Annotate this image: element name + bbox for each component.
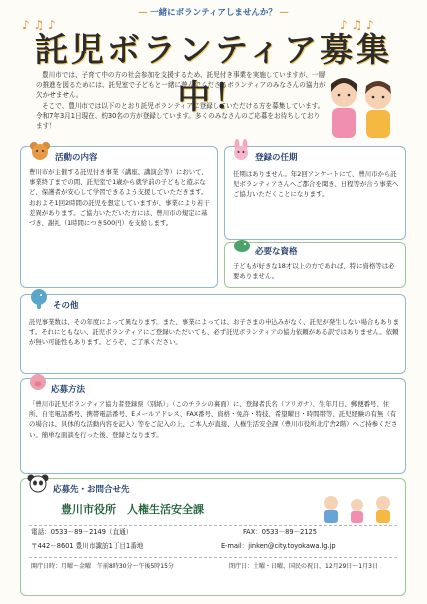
divider [29,557,397,558]
bird-icon [233,237,251,253]
apply-section [20,378,406,474]
activity-heading: 活動の内容 [55,153,98,163]
contact-heading: 応募先・お問合せ先 [53,485,130,495]
other-body: 託児事業数は、その年度によって異なります。また、事業によっては、お子さまの申込みがなく、託児が発生しない場合もあります。それにともない、託児ボランティアにご登録いただいても、必ず託児ボランティアの協力依頼がある訳ではありません。依頼が無い可能性もあります。どうぞ、ご了承ください。 [29,318,400,347]
contact-open-days: 開庁日時：月曜～金曜 午前8時30分～午後5時15分 [31,563,174,570]
term-section [224,146,406,240]
contact-closed-days: 閉庁日：土曜・日曜、国民の祝日、12月29日～1月3日 [229,563,378,570]
contact-fax: FAX：0533－89－2125 [243,528,317,536]
apply-heading: 応募方法 [51,385,86,395]
children-illustration [318,70,402,142]
music-notes-icon: ♪ ♫ ♪ [340,18,374,32]
other-heading: その他 [53,301,79,311]
qualification-body: 子どもが好きな18才以上の方であれば、特に資格等は必要ありません。 [233,262,395,281]
tagline-text: 一緒にボランティアしませんか？ [150,8,277,18]
intro-text [36,70,326,131]
intro-paragraph-1: 豊川市では、子育て中の方の社会参加を支援するため、託児付き事業を実施していますが、一層の推進を図るためには、託児室で子どもと一緒に遊んでくださるボランティアのみなさんの協力が欠かせません。 [36,71,326,100]
apply-body: 「豊川市託児ボランティア協力者登録票（別紙）」（このチラシの裏面）に、登録者氏名（フリガナ）、生年月日、郵便番号、住所、自宅電話番号、携帯電話番号、Eメールアドレス、FAX番号、資格・免許・特技、希望曜日・時間帯等、託児経験の有無（有の場合は、具体的な活動内容を記入）等をご記入の上、ご本人が直接、人権生活安全課（豊川市役所北庁舎2階）へご持参ください。簡単な面談を行った後、登録となります。 [29,400,398,439]
qualification-section [224,242,406,288]
activity-body: 豊川市が主催する託児付き事業（講座、講演会等）において、事業終了までの間、託児室で1歳から就学前の子どもと遊ぶなど、保護者が安心して学習できるよう支援していただきます。おおよそ1回2時間の託児を想定していますが、事業により若干差異があります。ご協力いただいた方には、豊川市の規定に基づき、謝礼（1時間につき500円）を支給します。 [29,168,210,228]
page-title: 託児ボランティア募集中！ [34,30,393,116]
family-illustration [317,493,399,523]
tagline: ― 一緒にボランティアしませんか？ ― [138,8,289,18]
music-notes-icon: ♪ ♫ ♪ [22,18,56,32]
contact-address: 〒442－8601 豊川市諏訪1丁目1番地 [31,542,144,550]
contact-email: E-mail：jinken@city.toyokawa.lg.jp [221,542,336,550]
other-section [20,294,406,374]
contact-tel: 電話：0533－89－2149（直通） [31,528,133,536]
divider [29,525,397,526]
qualification-heading: 必要な資格 [255,247,298,257]
bear-icon [29,141,51,161]
intro-paragraph-2: そこで、豊川市では以下のとおり託児ボランティアに登録していただける方を募集しています。令和7年3月1日現在、約30名の方が登録しています。多くのみなさんのご応募をお待ちしております！ [36,101,325,131]
term-body: 任期はありません。年2回アンケートにて、豊川市から託児ボランティアさんへご都合を聞き、日程等が合う事業へご協力いただくことになります。 [233,170,399,199]
contact-org: 豊川市役所 人権生活安全課 [61,503,204,516]
contact-section [20,478,406,596]
activity-section [20,146,218,288]
term-heading: 登録の任期 [255,153,298,163]
elephant-icon [29,287,49,309]
panda-icon [27,473,49,493]
rabbit-icon [231,139,251,161]
pig-icon [29,373,47,391]
